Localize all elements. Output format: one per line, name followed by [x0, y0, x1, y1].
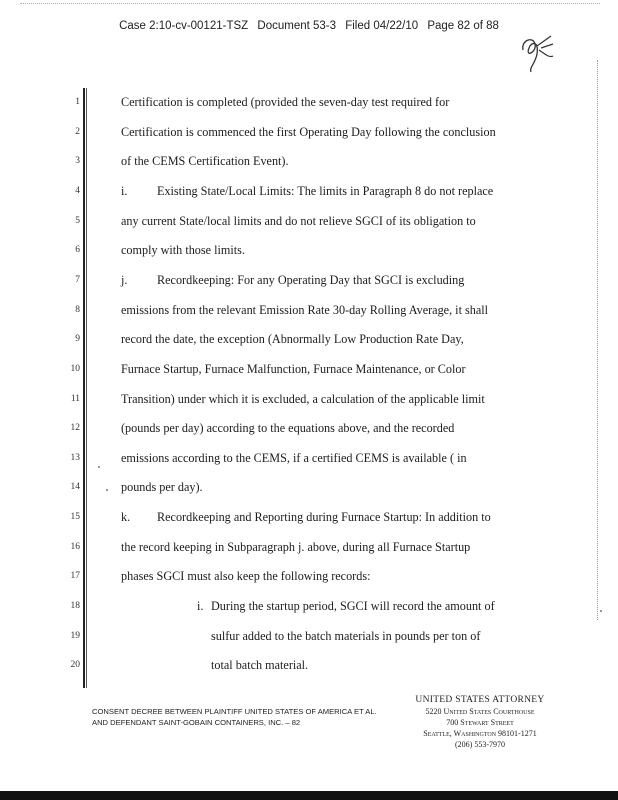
- line-number: 5: [75, 216, 80, 226]
- address-line: Seattle, Washington 98101-1271: [423, 729, 537, 738]
- body-line: total batch material.: [211, 658, 309, 672]
- line-number: 4: [75, 186, 80, 196]
- line-number: 14: [70, 482, 80, 492]
- right-margin-dots: [597, 60, 600, 620]
- subparagraph-label: k.: [121, 510, 131, 524]
- left-margin-rule-inner: [86, 88, 87, 688]
- address-line: 700 Stewart Street: [446, 718, 514, 727]
- body-line: sulfur added to the batch materials in pounds per ton of: [211, 629, 481, 643]
- body-line: (pounds per day) according to the equations above, and the recorded: [121, 421, 455, 435]
- scan-speck: [600, 610, 602, 612]
- body-line: Recordkeeping and Reporting during Furnace Startup: In addition to: [157, 510, 491, 524]
- body-line: Existing State/Local Limits: The limits in Paragraph 8 do not replace: [157, 184, 494, 198]
- line-number: 19: [70, 631, 80, 641]
- line-number: 11: [70, 394, 80, 404]
- subparagraph-label: i.: [121, 184, 128, 198]
- scan-bottom-edge: [0, 791, 618, 800]
- body-line: of the CEMS Certification Event).: [121, 154, 289, 168]
- footer-caption: [92, 706, 377, 728]
- line-number: 18: [70, 601, 80, 611]
- line-number: 10: [70, 364, 80, 374]
- line-number: 1: [75, 97, 80, 107]
- subparagraph-label: i.: [197, 599, 204, 613]
- body-line: any current State/local limits and do not relieve SGCI of its obligation to: [121, 214, 476, 228]
- subparagraph-label: j.: [121, 273, 128, 287]
- body-line: Furnace Startup, Furnace Malfunction, Furnace Maintenance, or Color: [121, 362, 466, 376]
- body-line: comply with those limits.: [121, 243, 245, 257]
- page-indicator: Page 82 of 88: [427, 20, 499, 32]
- body-line: record the date, the exception (Abnormally Low Production Rate Day,: [121, 332, 464, 346]
- line-number: 13: [70, 453, 80, 463]
- body-line: During the startup period, SGCI will record the amount of: [211, 599, 495, 613]
- address-line: 5220 United States Courthouse: [425, 707, 535, 716]
- scan-speck: [106, 489, 108, 491]
- footer-caption-line: AND DEFENDANT SAINT-GOBAIN CONTAINERS, INC. – 82: [92, 718, 301, 727]
- address-line: (206) 553-7970: [455, 740, 505, 749]
- line-number: 2: [75, 127, 80, 137]
- body-line: Certification is commenced the first Operating Day following the conclusion: [121, 125, 496, 139]
- filed-date: Filed 04/22/10: [345, 20, 419, 32]
- body-line: Certification is completed (provided the seven-day test required for: [121, 95, 450, 109]
- line-number: 7: [75, 275, 80, 285]
- body-line: pounds per day).: [121, 480, 203, 494]
- line-number: 3: [75, 156, 80, 166]
- line-number: 15: [70, 512, 80, 522]
- line-number: 9: [75, 334, 80, 344]
- line-number: 17: [70, 571, 80, 581]
- body-line: Transition) under which it is excluded, a calculation of the applicable limit: [121, 392, 485, 406]
- line-number: 8: [75, 305, 80, 315]
- scan-speck: [98, 466, 100, 468]
- attorney-title: UNITED STATES ATTORNEY: [415, 695, 545, 705]
- case-number: Case 2:10-cv-00121-TSZ: [119, 20, 249, 32]
- attorney-address-block: [405, 695, 555, 750]
- document-number: Document 53-3: [257, 20, 337, 32]
- body-line: phases SGCI must also keep the following records:: [121, 569, 371, 583]
- line-number: 6: [75, 245, 80, 255]
- scan-edge-dots: [20, 3, 600, 10]
- line-number: 20: [70, 660, 80, 670]
- body-line: emissions from the relevant Emission Rate 30-day Rolling Average, it shall: [121, 303, 489, 317]
- body-line: the record keeping in Subparagraph j. above, during all Furnace Startup: [121, 540, 471, 554]
- line-number: 16: [70, 542, 80, 552]
- footer-caption-line: CONSENT DECREE BETWEEN PLAINTIFF UNITED STATES OF AMERICA ET AL.: [92, 707, 377, 716]
- left-margin-rule: [83, 88, 85, 688]
- handwritten-initials: [515, 28, 557, 78]
- body-line: Recordkeeping: For any Operating Day that SGCI is excluding: [157, 273, 465, 287]
- line-number: 12: [70, 423, 80, 433]
- body-line: emissions according to the CEMS, if a certified CEMS is available ( in: [121, 451, 467, 465]
